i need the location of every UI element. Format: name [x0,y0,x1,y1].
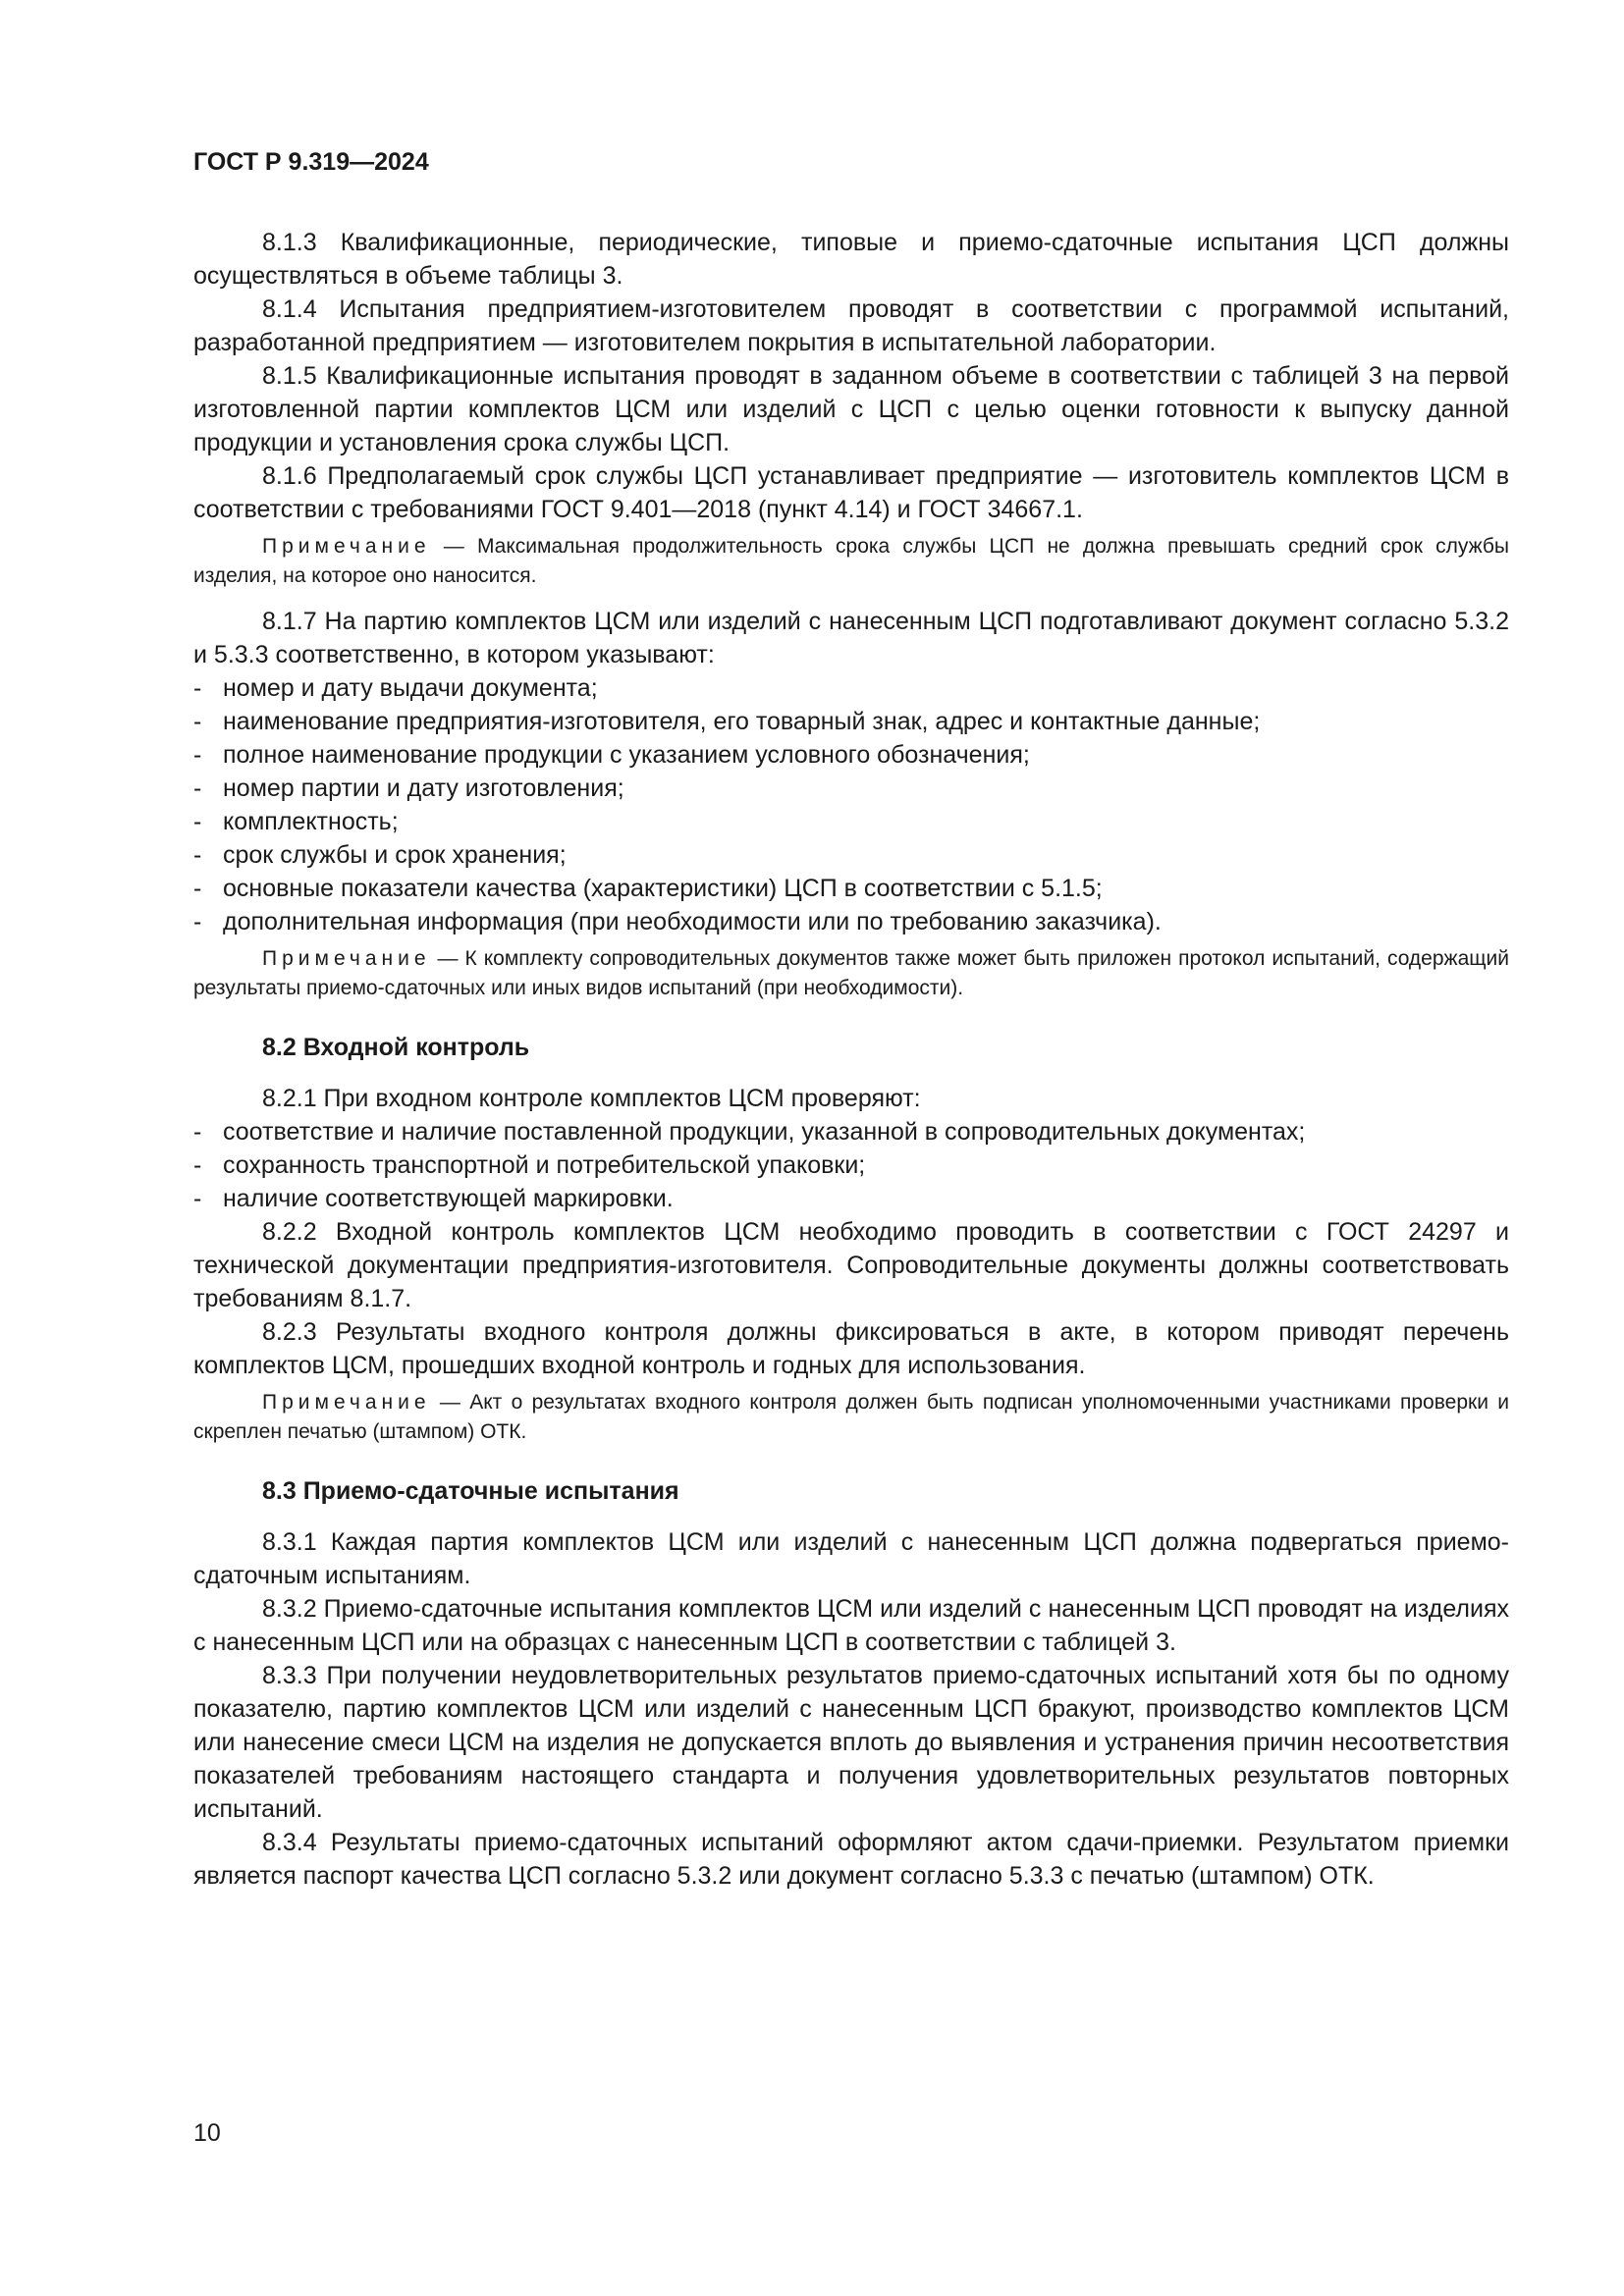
note-label: Примечание [262,1391,431,1414]
list-item: - номер и дату выдачи документа; [193,671,1509,705]
note-label: Примечание [262,947,431,970]
note-label: Примечание [262,535,431,558]
paragraph-8-2-2: 8.2.2 Входной контроль комплектов ЦСМ необходимо проводить в соответствии с ГОСТ 24297 и технической документации предприятия-изготовителя. Сопроводительные документы должны соответствовать требованиям 8.1.7. [193,1218,1509,1312]
list-dash: - [193,908,202,935]
list-dash: - [193,875,202,902]
list-item: - дополнительная информация (при необходимости или по требованию заказчика). [193,905,1509,938]
list-dash: - [193,1185,202,1212]
paragraph-8-3-3: 8.3.3 При получении неудовлетворительных результатов приемо-сдаточных испытаний хотя бы по одному показателю, партию комплектов ЦСМ или изделий с нанесенным ЦСП бракуют, производство комплектов ЦСМ или нанесение смеси ЦСМ на изделия не допускается вплоть до выявления и устранения причин несоответствия показателей требованиям настоящего стандарта и получения удовлетворительных результатов повторных испытаний. [193,1662,1509,1823]
list-dash: - [193,1118,202,1146]
section-title-8-2: 8.2 Входной контроль [262,1034,530,1061]
note-3 [193,1388,1509,1447]
page-number: 10 [193,2119,221,2147]
list-item: - наличие соответствующей маркировки. [193,1182,1509,1215]
list-8-2-1 [193,1115,1509,1215]
paragraph-8-2-1: 8.2.1 При входном контроле комплектов ЦСМ проверяют: [262,1085,921,1112]
list-item: - номер партии и дату изготовления; [193,772,1509,805]
paragraph-8-3-2: 8.3.2 Приемо-сдаточные испытания комплектов ЦСМ или изделий с нанесенным ЦСП проводят на изделиях с нанесенным ЦСП или на образцах с нанесенным ЦСП в соответствии с таблицей 3. [193,1595,1509,1656]
paragraph-8-1-3: 8.1.3 Квалификационные, периодические, типовые и приемо-сдаточные испытания ЦСП должны осуществляться в объеме таблицы 3. [193,229,1509,290]
paragraph-8-1-6: 8.1.6 Предполагаемый срок службы ЦСП устанавливает предприятие — изготовитель комплектов ЦСМ в соответствии с требованиями ГОСТ 9.401—2018 (пункт 4.14) и ГОСТ 34667.1. [193,462,1509,523]
list-dash: - [193,741,202,769]
list-item: - основные показатели качества (характеристики) ЦСП в соответствии с 5.1.5; [193,872,1509,905]
list-item: - сохранность транспортной и потребительской упаковки; [193,1148,1509,1182]
note-1 [193,532,1509,591]
note-text: — К комплекту сопроводительных документов также может быть приложен протокол испытаний, содержащий результаты приемо-сдаточных или иных видов испытаний (при необходимости). [193,947,1509,999]
paragraph-8-3-1: 8.3.1 Каждая партия комплектов ЦСМ или изделий с нанесенным ЦСП должна подвергаться приемо-сдаточным испытаниям. [193,1528,1509,1589]
list-dash: - [193,674,202,702]
document-page [193,147,1509,1893]
section-title-8-3: 8.3 Приемо-сдаточные испытания [262,1477,679,1505]
document-code-header: ГОСТ Р 9.319—2024 [193,148,429,176]
paragraph-8-1-5: 8.1.5 Квалификационные испытания проводят в заданном объеме в соответствии с таблицей 3 на первой изготовленной партии комплектов ЦСМ или изделий с ЦСП с целью оценки готовности к выпуску данной продукции и установления срока службы ЦСП. [193,362,1509,456]
list-item: - срок службы и срок хранения; [193,838,1509,872]
list-dash: - [193,708,202,735]
list-item: - полное наименование продукции с указанием условного обозначения; [193,738,1509,772]
note-2 [193,944,1509,1003]
note-text: — Максимальная продолжительность срока службы ЦСП не должна превышать средний срок службы изделия, на которое оно наносится. [193,535,1509,587]
list-item: - комплектность; [193,805,1509,838]
list-item: - наименование предприятия-изготовителя, его товарный знак, адрес и контактные данные; [193,705,1509,738]
paragraph-8-3-4: 8.3.4 Результаты приемо-сдаточных испытаний оформляют актом сдачи-приемки. Результатом приемки является паспорт качества ЦСП согласно 5.3.2 или документ согласно 5.3.3 с печатью (штампом) ОТК. [193,1829,1509,1890]
paragraph-8-1-7: 8.1.7 На партию комплектов ЦСМ или изделий с нанесенным ЦСП подготавливают документ согласно 5.3.2 и 5.3.3 соответственно, в котором указывают: [193,608,1509,668]
list-item: - соответствие и наличие поставленной продукции, указанной в сопроводительных документах; [193,1115,1509,1148]
list-dash: - [193,841,202,869]
list-8-1-7 [193,671,1509,938]
note-text: — Акт о результатах входного контроля должен быть подписан уполномоченными участниками проверки и скреплен печатью (штампом) ОТК. [193,1391,1509,1443]
paragraph-8-1-4: 8.1.4 Испытания предприятием-изготовителем проводят в соответствии с программой испытаний, разработанной предприятием — изготовителем покрытия в испытательной лаборатории. [193,295,1509,356]
list-dash: - [193,808,202,835]
paragraph-8-2-3: 8.2.3 Результаты входного контроля должны фиксироваться в акте, в котором приводят перечень комплектов ЦСМ, прошедших входной контроль и годных для использования. [193,1318,1509,1379]
list-dash: - [193,1151,202,1179]
list-dash: - [193,774,202,802]
